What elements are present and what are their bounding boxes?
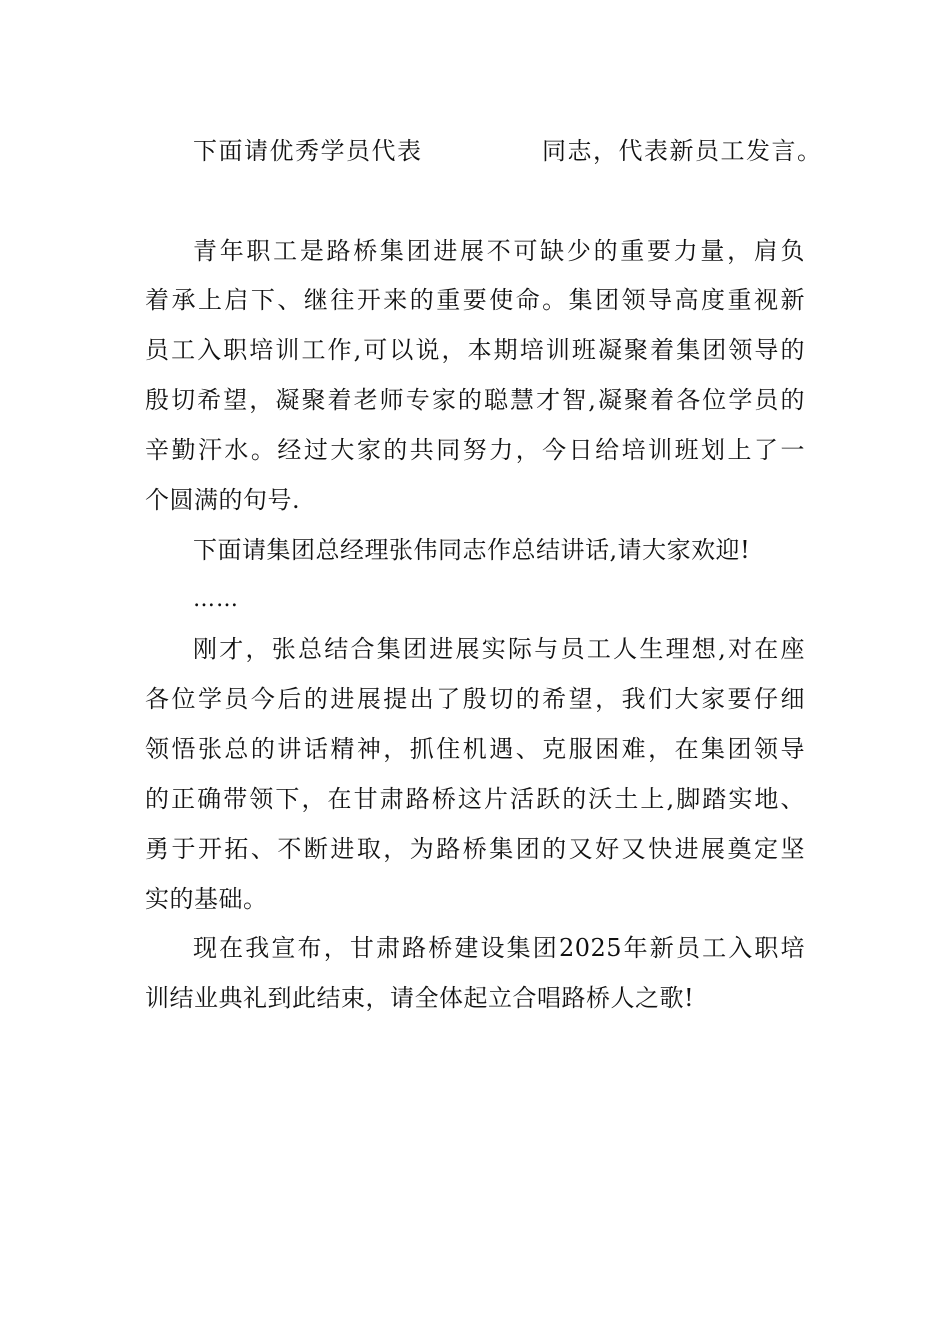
paragraph-line: 青年职工是路桥集团进展不可缺少的重要力量，肩负	[193, 237, 805, 265]
intro-text-after-blank: 同志，代表新员工发言。	[542, 137, 823, 165]
paragraph-line: 辛勤汗水。经过大家的共同努力，今日给培训班划上了一	[145, 436, 805, 464]
paragraph-line: 勇于开拓、不断进取，为路桥集团的又好又快进展奠定坚	[145, 835, 805, 863]
paragraph-line: 训结业典礼到此结束，请全体起立合唱路桥人之歌!	[145, 984, 695, 1012]
paragraph-line: 员工入职培训工作,可以说，本期培训班凝聚着集团领导的	[145, 336, 805, 364]
paragraph-line: 实的基础。	[145, 885, 268, 913]
paragraph-line: 殷切希望，凝聚着老师专家的聪慧才智,凝聚着各位学员的	[145, 386, 805, 414]
paragraph-line: 刚才，张总结合集团进展实际与员工人生理想,对在座	[193, 635, 805, 663]
paragraph-line: 领悟张总的讲话精神，抓住机遇、克服困难，在集团领导	[145, 735, 805, 763]
paragraph-line: 着承上启下、继往开来的重要使命。集团领导高度重视新	[145, 286, 805, 314]
paragraph-line: 的正确带领下，在甘肃路桥这片活跃的沃土上,脚踏实地、	[145, 785, 805, 813]
paragraph-line: 个圆满的句号.	[145, 486, 301, 514]
ellipsis: ……	[193, 587, 239, 612]
paragraph-speech-invite: 下面请集团总经理张伟同志作总结讲话,请大家欢迎!	[193, 536, 751, 564]
paragraph-line: 各位学员今后的进展提出了殷切的希望，我们大家要仔细	[145, 685, 805, 713]
intro-text-before-blank: 下面请优秀学员代表	[193, 137, 423, 165]
paragraph-line: 现在我宣布，甘肃路桥建设集团2025年新员工入职培	[193, 934, 805, 962]
